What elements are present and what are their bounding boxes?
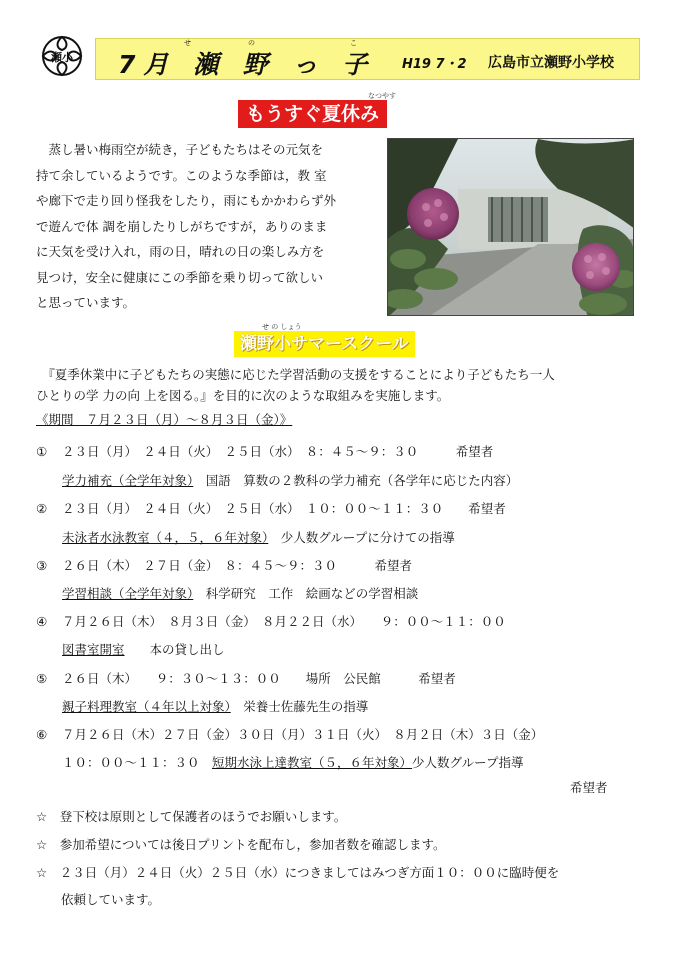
item-number: ⑥ bbox=[36, 727, 48, 742]
item-number: ① bbox=[36, 444, 48, 459]
item-detail: 国語 算数の２教科の学力補充（各学年に応じた内容） bbox=[193, 473, 519, 488]
note-line: 依頼しています。 bbox=[36, 892, 161, 907]
header-banner bbox=[95, 38, 640, 80]
item-number: ② bbox=[36, 501, 48, 516]
item-schedule: ７月２６日（木）２７日（金）３０日（月）３１日（火） ８月２日（木）３日（金） bbox=[62, 727, 544, 742]
school-seal-icon bbox=[40, 34, 84, 78]
heading-ruby: なつやす bbox=[368, 92, 396, 100]
period: 《期間 ７月２３日（月）～８月３日（金）》 bbox=[36, 412, 293, 427]
note-line: ☆ ２３日（月）２４日（火）２５日（水）につきましてはみつぎ方面１０：００に臨時便を bbox=[36, 865, 560, 880]
paragraph-line: と思っています。 bbox=[36, 295, 136, 310]
paragraph-line: や廊下で走り回り怪我をしたり，雨にもかかわらず外 bbox=[36, 193, 337, 208]
item-number: ③ bbox=[36, 558, 48, 573]
item-row bbox=[62, 473, 518, 489]
newsletter-title: 7月 瀬 野 っ 子 bbox=[118, 50, 376, 79]
title-ruby: こ bbox=[350, 39, 357, 47]
item-time: １０：００～１１：３０ bbox=[62, 755, 200, 770]
item-name: 短期水泳上達教室（５，６年対象） bbox=[212, 755, 413, 770]
item-schedule: ２３日（月） ２４日（火） ２５日（水） １０：００～１１：３０ 希望者 bbox=[62, 501, 506, 516]
item-name: 学習相談（全学年対象） bbox=[62, 586, 194, 601]
item-row bbox=[62, 755, 524, 771]
paragraph-line: に天気を受け入れ，雨の日，晴れの日の楽しみ方を bbox=[36, 244, 325, 259]
item-name: 親子料理教室（４年以上対象） bbox=[62, 699, 231, 714]
paragraph-line: で遊んで体 調を崩したりしがちですが，ありのまま bbox=[36, 218, 328, 234]
item-name: 学力補充（全学年対象） bbox=[62, 473, 194, 488]
item-schedule: ７月２６日（木） ８月３日（金） ８月２２日（水） ９：００～１１：００ bbox=[62, 614, 506, 629]
item-row bbox=[62, 699, 368, 715]
item-detail: 少人数グループ指導 bbox=[412, 755, 524, 770]
item-row bbox=[62, 530, 455, 546]
item-number: ④ bbox=[36, 614, 48, 629]
title-ruby: の bbox=[248, 39, 255, 47]
item-name: 未泳者水泳教室（４，５，６年対象） bbox=[62, 530, 269, 545]
item-detail: 少人数グループに分けての指導 bbox=[268, 530, 455, 545]
item-name: 図書室開室 bbox=[62, 642, 125, 657]
section-heading-summer-break: もうすぐ夏休み bbox=[238, 100, 387, 128]
item-detail: 本の貸し出し bbox=[124, 642, 225, 657]
item-detail: 栄養士佐藤先生の指導 bbox=[230, 699, 369, 714]
note-line: ☆ 登下校は原則として保護者のほうでお願いします。 bbox=[36, 809, 347, 824]
summer-school-intro-line: 『夏季休業中に子どもたちの実態に応じた学習活動の支援をすることにより子どもたち一人 bbox=[36, 367, 555, 382]
paragraph-line: 蒸し暑い梅雨空が続き，子どもたちはその元気を bbox=[36, 142, 324, 157]
item-number: ⑤ bbox=[36, 671, 48, 686]
item-tail: 希望者 bbox=[570, 780, 608, 795]
paragraph-line: 持て余しているようです。このような季節は，教 室 bbox=[36, 167, 327, 183]
item-schedule: ２６日（木） ２７日（金） ８：４５～９：３０ 希望者 bbox=[62, 558, 413, 573]
intro-paragraph bbox=[36, 137, 386, 316]
hydrangea-photo bbox=[387, 138, 634, 316]
title-ruby: せ bbox=[184, 39, 191, 47]
item-schedule: ２３日（月） ２４日（火） ２５日（水） ８：４５～９：３０ 希望者 bbox=[62, 444, 494, 459]
item-row bbox=[62, 642, 225, 658]
issue-date: H19 7・2 bbox=[402, 57, 467, 72]
paragraph-line: 見つけ，安全に健康にこの季節を乗り切って欲しい bbox=[36, 269, 324, 285]
school-name: 広島市立瀬野小学校 bbox=[488, 55, 614, 71]
note-line: ☆ 参加希望については後日プリントを配布し，参加者数を確認します。 bbox=[36, 837, 446, 852]
heading-ruby: せ の しょう bbox=[262, 323, 302, 331]
section-heading-summer-school: 瀬野小サマースクール bbox=[234, 331, 415, 357]
item-detail: 科学研究 工作 絵画などの学習相談 bbox=[193, 586, 419, 601]
summer-school-intro-line: ひとりの学 力の向 上を図る。』を目的に次のような取組みを実施します。 bbox=[36, 388, 450, 403]
item-row bbox=[62, 586, 418, 602]
item-schedule: ２６日（木） ９：３０～１３：００ 場所 公民館 希望者 bbox=[62, 671, 456, 686]
svg-text:瀬小: 瀬小 bbox=[51, 51, 73, 64]
